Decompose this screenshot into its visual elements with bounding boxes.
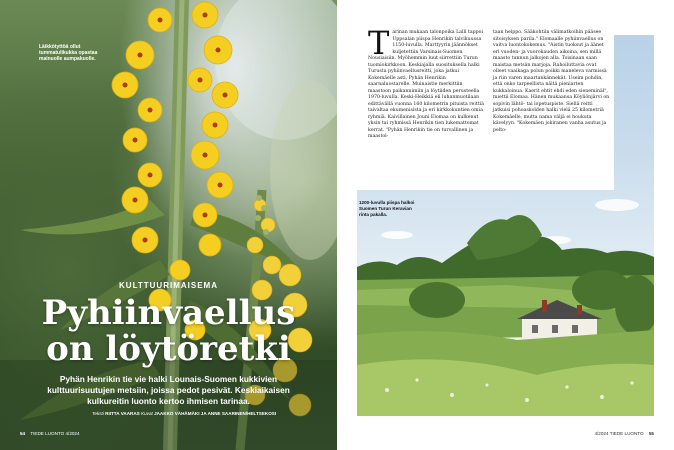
headline-line-2: on löytöretki: [46, 329, 291, 369]
headline: [0, 295, 337, 367]
folio-left: [20, 431, 80, 436]
folio-right: [594, 431, 654, 436]
photo-caption-right: 1200-luvulla piispa halkoi Suomen Turun Keravian rinta pakalla.: [359, 200, 415, 217]
drop-cap: T: [368, 24, 390, 62]
magazine-name: TIEDE LUONTO: [30, 431, 65, 436]
issue-number: 4/2024: [594, 431, 609, 436]
right-page: [337, 0, 674, 450]
column-1-body: arinan mukaan talonpoika Lalli tappoi Uppsalan piispa Henrikin talvikuussa 1150-luvulla. Marttyyrin jäännökset kuljetettiin Varsinais-Suomen Nousiaisiin. Myöhemmin luut siirrettiin Turun tuomiokirkkoon. Keskiajalla suosituksella halki Turusta pyhiinvaellusreitti, joka jatkui Kokemäelle asti, Pyhän Henrikin saarnaluostarelle. Muinaistie merkittiin maastoon paikannimiin ja löytiiden perusteella 1970-luvulla. Keski-Heikkiä eli luhanmuotilaan edittävällä vuonna 160 kilometrin pituista reittiä taivaltaa ekumenisista ja eri kirkkokuntien omia ryhmiä. Kaivillainen Jouni Elomaa on kulkenut yksin tai ryhmissä Henrikin tien lukemattomat kerrat. "Pyhän Henrikin tie on turvallinen ja maastol-: [368, 30, 484, 139]
text-credit-label: Teksti: [92, 411, 104, 416]
magazine-name: TIEDE LUONTO: [609, 431, 644, 436]
photo-credit-label: Kuvat: [141, 411, 153, 416]
page-number: 55: [648, 431, 654, 436]
page-number: 54: [20, 431, 26, 436]
column-2-body: taan helppo. Sääkohtiin välimatkoihin pääsee sitoisyksen parila." Elomaalle pyhiinvaellus on vaitva luontokokemus. "Aistin tuoksut ja äänet eri vuoden- ja vuorokauden aikoina, sen millä maasto tunnun jalkojen alla. Toisinaan saan maistaa metsän marjoja. Rahoiluttavia ovat olleet vaaikaga polun poikki maneleva varmissä ja riin varen maartankännekät. Useim pohdin, että onko tarpeellista näitä pieniarten kukkaloinua. Kaerit ehtit ehdi eden sieneminäl", miettii Elomaa. Hänen mukaansa Köyliönjärvi on sopivin lähtö- tai lopetuspiste. Siellä reitti jatkuisi pohoaskolden halki vielä 25 kilometriä Kokemäelle, mutta nama väljä ei houkuta kävelyyn. "Kokemäen jokiranen vanha asutus ja pelto-: [493, 30, 610, 133]
byline: [92, 411, 276, 416]
article-column-1: [368, 24, 485, 141]
text-credit-author: RIITTA VAARAS: [105, 411, 140, 416]
section-kicker: KULTTUURIMAISEMA: [119, 281, 218, 290]
photo-credit-authors: JAAKKO VÄHÄMÄKI JA ANNE SAARINEN/HELTSEKOSI: [154, 411, 277, 416]
headline-line-1: Pyhiinvaellus: [41, 293, 296, 333]
article-column-2: [493, 30, 610, 134]
issue-number: 4/2024: [65, 431, 80, 436]
photo-caption: Läikkötyttöä ollut tummatulikukka opastaa mainuolle aumpakuolle.: [39, 44, 98, 63]
article-text-panel: [355, 26, 614, 190]
lede-paragraph: Pyhän Henrikin tie vie halki Lounais-Suomen kukkivien kulttuurisuutujen metsiin, joissa pedot pesivät. Keskiaikaisen kulkureitin luonto kertoo ihmisen tarinaa.: [47, 374, 290, 406]
